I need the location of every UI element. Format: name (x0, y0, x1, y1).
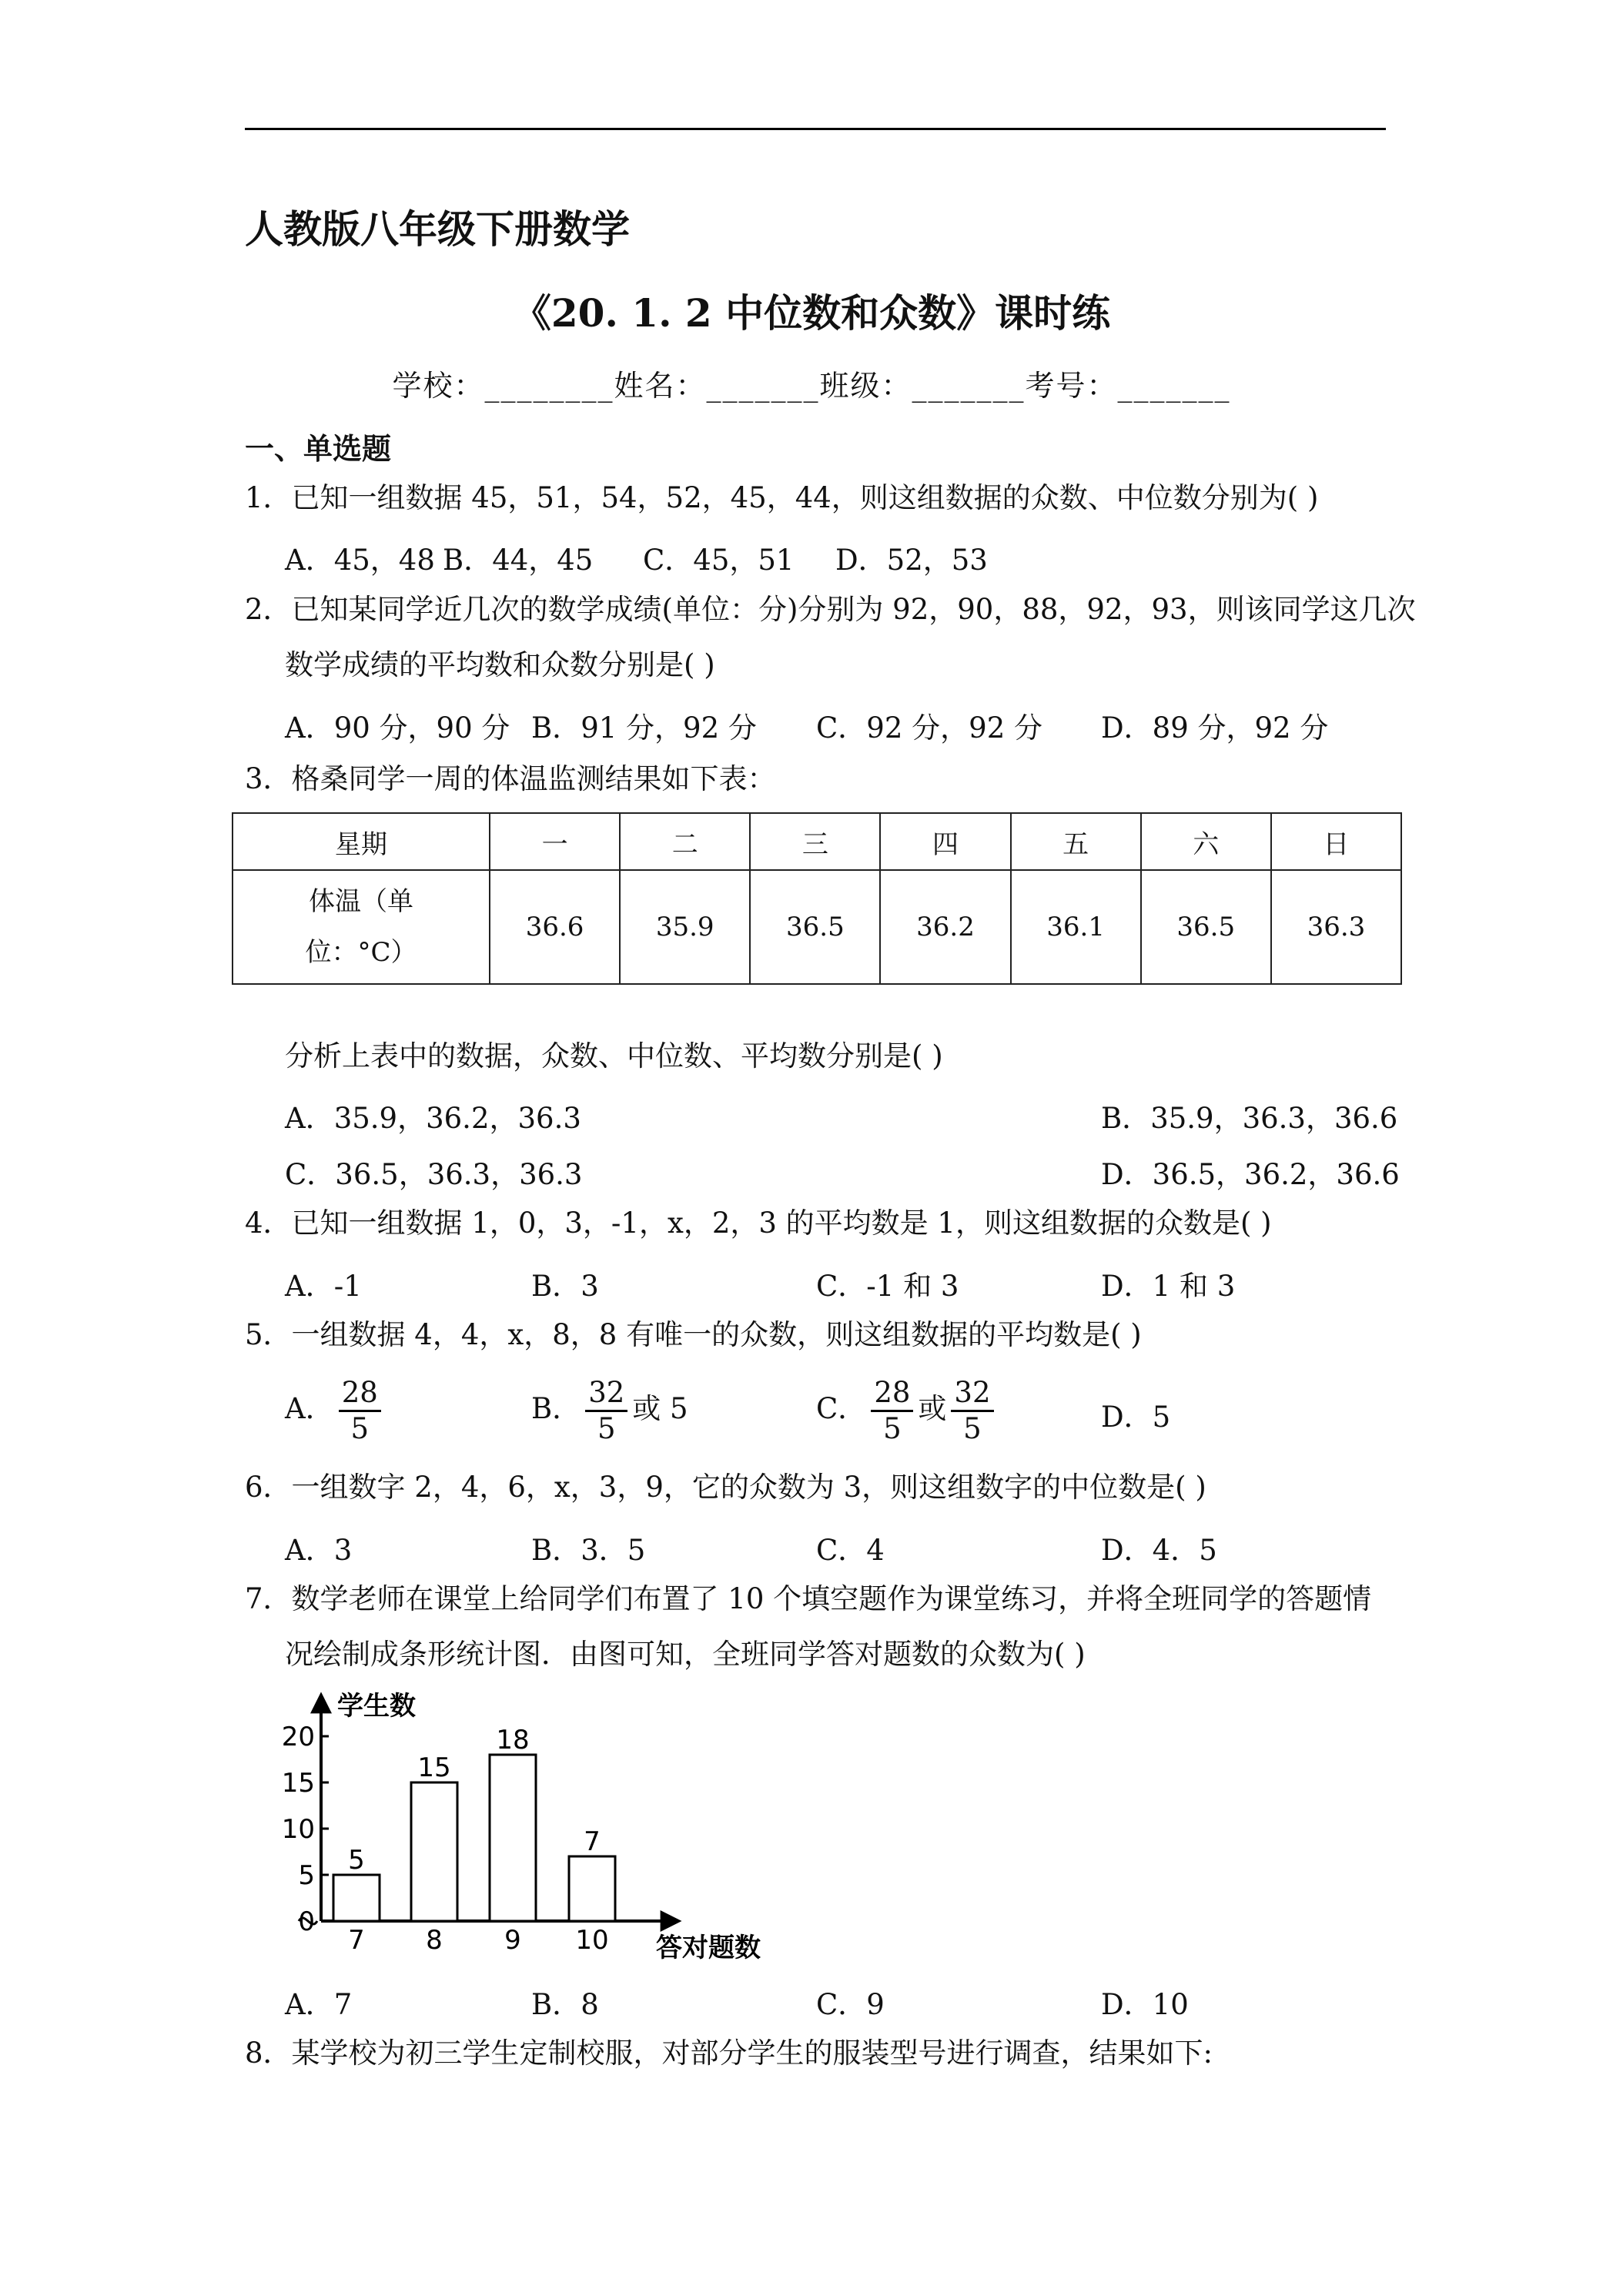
y-axis-label: 学生数 (337, 1691, 416, 1722)
question-3: 3．格桑同学一周的体温监测结果如下表： (245, 762, 776, 795)
table-day-cell: 一 (490, 813, 620, 870)
q3-option-b: B．35.9，36.3，36.6 (1101, 1102, 1398, 1135)
student-info-line: 学校：________姓名：_______班级：_______考号：_______ (392, 369, 1231, 403)
q4-option-c: C．-1 和 3 (816, 1270, 959, 1303)
bar (490, 1755, 536, 1921)
y-tick-label: 5 (298, 1860, 315, 1891)
x-axis-label: 答对题数 (656, 1933, 761, 1960)
q3-option-a: A．35.9，36.2，36.3 (285, 1102, 581, 1135)
numerator: 28 (871, 1376, 913, 1412)
table-day-cell: 五 (1011, 813, 1141, 870)
table-row-label (233, 870, 490, 984)
y-tick-label: 15 (281, 1768, 315, 1799)
q5-option-c (816, 1376, 999, 1446)
q7-option-c: C．9 (816, 1988, 885, 2021)
table-day-cell: 六 (1141, 813, 1271, 870)
q3-option-d: D．36.5，36.2，36.6 (1101, 1158, 1400, 1191)
q5-option-a (285, 1376, 386, 1446)
bar-value-label: 18 (496, 1725, 530, 1755)
table-day-cell: 二 (620, 813, 750, 870)
table-row-label-line1: 体温（单 (309, 886, 413, 917)
doc-subtitle: 《20. 1. 2 中位数和众数》课时练 (512, 290, 1111, 336)
q1-option-b: B．44，45 (443, 544, 594, 577)
question-5: 5．一组数据 4，4，x，8，8 有唯一的众数，则这组数据的平均数是( ) (245, 1318, 1142, 1351)
section-heading: 一、单选题 (245, 431, 392, 466)
table-value-cell: 36.2 (880, 870, 1010, 984)
q4-option-d: D．1 和 3 (1101, 1270, 1236, 1303)
denominator: 5 (963, 1412, 982, 1445)
q2-option-b: B．91 分，92 分 (531, 711, 757, 745)
option-letter: B． (531, 1392, 581, 1425)
question-7-line2: 况绘制成条形统计图．由图可知，全班同学答对题数的众数为( ) (285, 1638, 1086, 1671)
y-tick-label: 10 (281, 1814, 315, 1845)
option-or: 或 (918, 1392, 947, 1425)
table-value-cell: 36.3 (1271, 870, 1401, 984)
table-value-cell: 36.5 (750, 870, 880, 984)
q7-option-d: D．10 (1101, 1988, 1189, 2021)
question-7-line1: 7．数学老师在课堂上给同学们布置了 10 个填空题作为课堂练习，并将全班同学的答题情 (245, 1582, 1372, 1615)
fraction (951, 1376, 993, 1446)
denominator: 5 (350, 1412, 370, 1445)
x-tick-label: 10 (575, 1925, 609, 1956)
q7-option-a: A．7 (285, 1988, 353, 2021)
fraction (871, 1376, 913, 1446)
x-tick-label: 8 (426, 1925, 443, 1956)
bar-chart (277, 1690, 832, 1960)
table-header-label: 星期 (233, 813, 490, 870)
y-tick-label: 20 (281, 1722, 315, 1752)
q1-option-c: C．45，51 (643, 544, 795, 577)
top-rule (245, 128, 1386, 130)
fraction (339, 1376, 381, 1446)
question-2-line1: 2．已知某同学近几次的数学成绩(单位：分)分别为 92，90，88，92，93，则该同学这几次 (245, 593, 1416, 626)
x-tick-label: 7 (348, 1925, 365, 1956)
denominator: 5 (597, 1412, 616, 1445)
numerator: 32 (585, 1376, 627, 1412)
q1-option-a: A．45，48 (285, 544, 435, 577)
question-1: 1．已知一组数据 45，51，54，52，45，44，则这组数据的众数、中位数分别为( ) (245, 481, 1319, 514)
table-day-cell: 三 (750, 813, 880, 870)
q7-option-b: B．8 (531, 1988, 599, 2021)
q6-option-c: C．4 (816, 1534, 885, 1567)
y-tick-label: 0 (298, 1906, 315, 1937)
option-letter: C． (816, 1392, 867, 1425)
table-day-cell: 四 (880, 813, 1010, 870)
bar-value-label: 7 (584, 1826, 601, 1857)
table-value-cell: 35.9 (620, 870, 750, 984)
fraction (585, 1376, 627, 1446)
option-letter: A． (285, 1392, 334, 1425)
q3-option-c: C．36.5，36.3，36.3 (285, 1158, 583, 1191)
question-2-line2: 数学成绩的平均数和众数分别是( ) (285, 648, 715, 681)
bar (333, 1875, 380, 1921)
q2-option-a: A．90 分，90 分 (285, 711, 510, 745)
q4-option-a: A．-1 (285, 1270, 362, 1303)
doc-title: 人教版八年级下册数学 (245, 206, 630, 252)
x-tick-label: 9 (504, 1925, 521, 1956)
table-value-cell: 36.6 (490, 870, 620, 984)
q2-option-d: D．89 分，92 分 (1101, 711, 1329, 745)
question-8: 8．某学校为初三学生定制校服，对部分学生的服装型号进行调查，结果如下: (245, 2037, 1213, 2070)
question-6: 6．一组数字 2，4，6，x，3，9，它的众数为 3，则这组数字的中位数是( ) (245, 1471, 1206, 1504)
question-3-prompt: 分析上表中的数据，众数、中位数、平均数分别是( ) (285, 1039, 943, 1073)
temperature-table (232, 812, 1402, 985)
numerator: 28 (339, 1376, 381, 1412)
table-row-label-line2: 位：°C） (305, 937, 417, 968)
table-value-cell: 36.5 (1141, 870, 1271, 984)
q4-option-b: B．3 (531, 1270, 599, 1303)
denominator: 5 (883, 1412, 902, 1445)
q6-option-b: B．3．5 (531, 1534, 646, 1567)
option-suffix: 或 5 (632, 1392, 688, 1425)
bar-value-label: 15 (417, 1752, 451, 1783)
q5-option-d: D．5 (1101, 1401, 1171, 1434)
q2-option-c: C．92 分，92 分 (816, 711, 1042, 745)
bar (411, 1782, 457, 1921)
bar (569, 1856, 615, 1921)
table-day-cell: 日 (1271, 813, 1401, 870)
bar-value-label: 5 (348, 1845, 365, 1876)
q1-option-d: D．52，53 (835, 544, 988, 577)
numerator: 32 (951, 1376, 993, 1412)
q6-option-d: D．4．5 (1101, 1534, 1217, 1567)
table-value-cell: 36.1 (1011, 870, 1141, 984)
q5-option-b (531, 1376, 688, 1446)
q6-option-a: A．3 (285, 1534, 353, 1567)
question-4: 4．已知一组数据 1，0，3，-1，x，2，3 的平均数是 1，则这组数据的众数是( ) (245, 1207, 1272, 1240)
